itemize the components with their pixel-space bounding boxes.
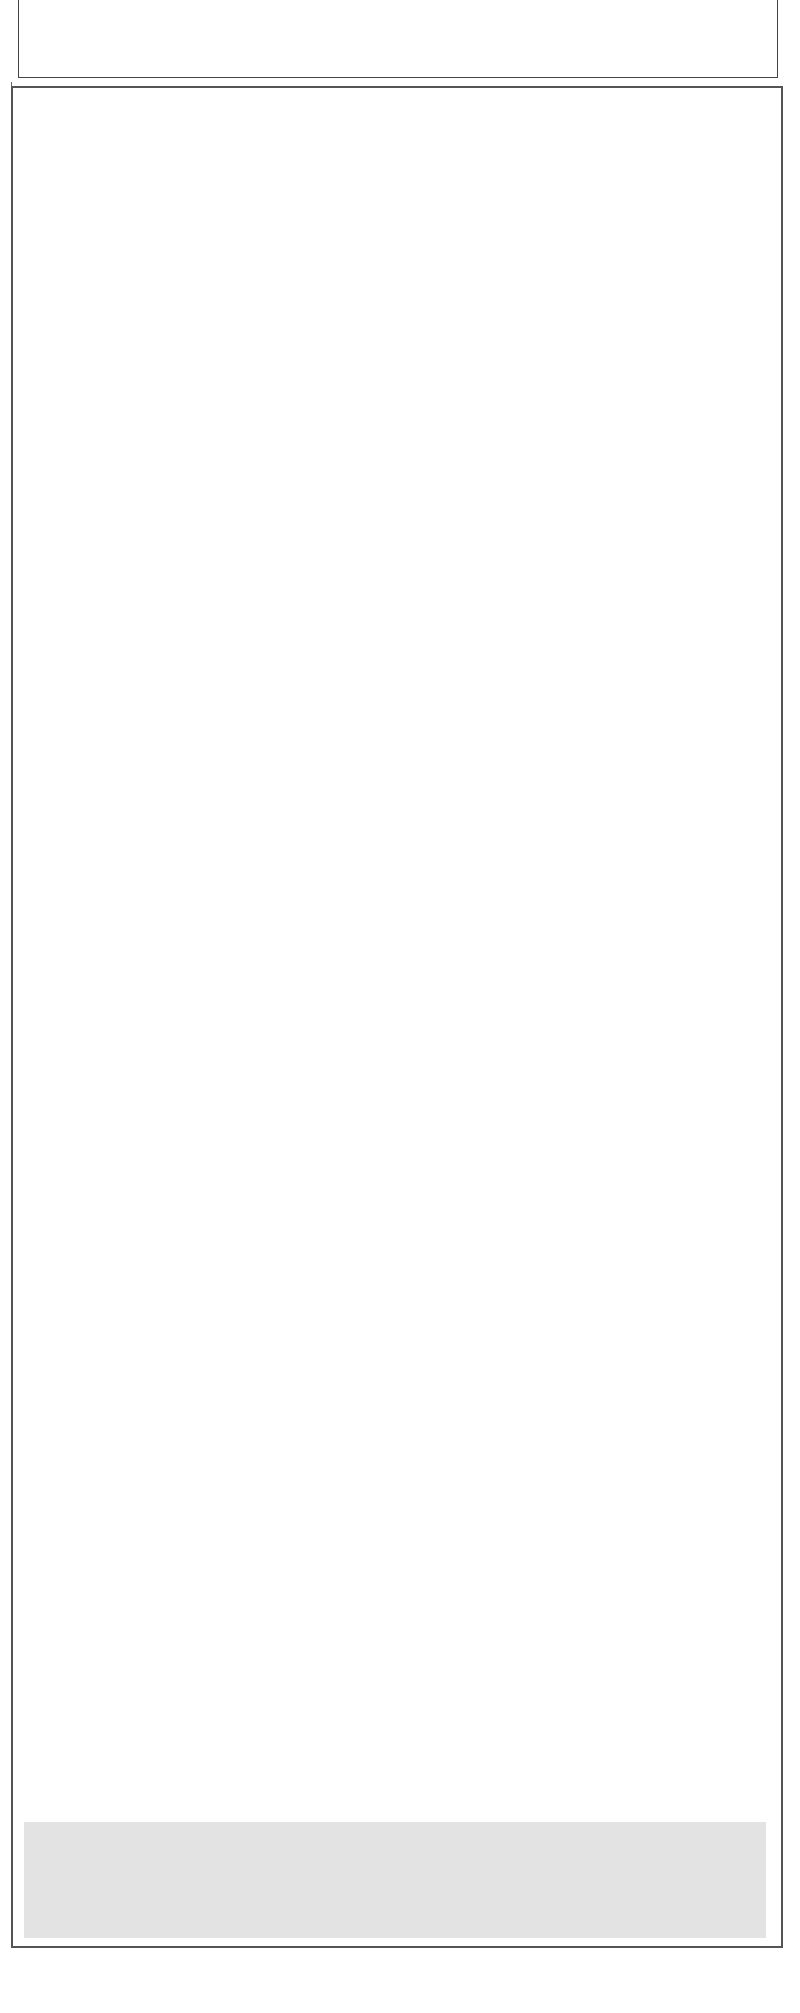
announcement-body [11,86,783,1948]
top-notice [18,0,778,78]
signature-footer [24,1822,766,1938]
